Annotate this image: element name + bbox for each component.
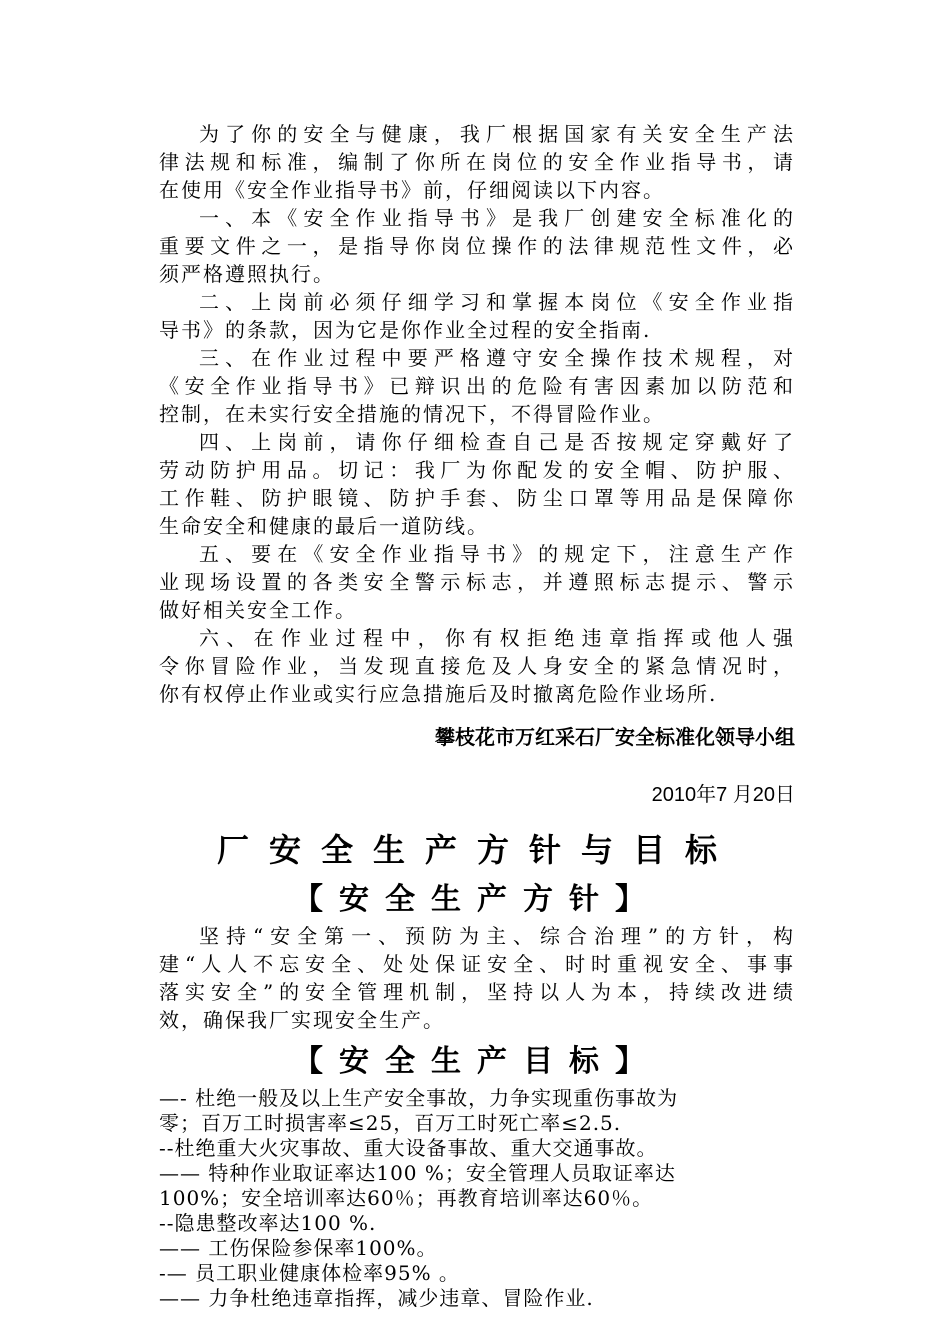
safety-notice	[159, 120, 795, 708]
goals-list	[159, 1086, 795, 1311]
text-line: 你有权停止作业或实行应急措施后及时撤离危险作业场所.	[159, 682, 718, 706]
text-line: 在使用《安全作业指导书》前，仔细阅读以下内容。	[159, 178, 665, 202]
policy-heading: 【安全生产方针】	[293, 882, 661, 917]
goal-line: 100%；安全培训率达60％；再教育培训率达60％。	[159, 1186, 654, 1210]
text-line: 工作鞋、防护眼镜、防护手套、防尘口罩等用品是保障你	[159, 486, 795, 510]
date: 2010年7 月20日	[651, 784, 795, 806]
text-line: 五、要在《安全作业指导书》的规定下，注意生产作	[199, 542, 795, 566]
text-line: 导书》的条款，因为它是你作业全过程的安全指南.	[159, 318, 652, 342]
page-title: 厂安全生产方针与目标	[216, 831, 737, 869]
goal-line: —— 特种作业取证率达100 %；安全管理人员取证率达	[159, 1161, 676, 1185]
goal-line: --杜绝重大火灾事故、重大设备事故、重大交通事故。	[159, 1136, 658, 1160]
notice-paragraph	[159, 540, 795, 624]
text-line: 六、在作业过程中，你有权拒绝违章指挥或他人强	[199, 626, 795, 650]
text-line: 一、本《安全作业指导书》是我厂创建安全标准化的	[199, 206, 795, 230]
notice-paragraph	[159, 204, 795, 288]
text-line: 为了你的安全与健康，我厂根据国家有关安全生产法	[199, 122, 795, 146]
signature: 攀枝花市万红采石厂安全标准化领导小组	[435, 725, 795, 749]
text-line: 四、上岗前，请你仔细检查自己是否按规定穿戴好了	[199, 430, 795, 454]
policy-text	[159, 922, 795, 1034]
text-line: 劳动防护用品。切记：我厂为你配发的安全帽、防护服、	[159, 458, 795, 482]
text-line: 《安全作业指导书》已辩识出的危险有害因素加以防范和	[159, 374, 795, 398]
text-line: 控制，在未实行安全措施的情况下，不得冒险作业。	[159, 402, 665, 426]
notice-paragraph	[159, 428, 795, 540]
text-line: 业现场设置的各类安全警示标志，并遵照标志提示、警示	[159, 570, 795, 594]
notice-paragraph	[159, 344, 795, 428]
text-line: 落实安全”的安全管理机制，坚持以人为本，持续改进绩	[159, 980, 795, 1004]
text-line: 三、在作业过程中要严格遵守安全操作技术规程，对	[199, 346, 795, 370]
goal-line: --隐患整改率达100 %.	[159, 1211, 377, 1235]
text-line: 二、上岗前必须仔细学习和掌握本岗位《安全作业指	[199, 290, 795, 314]
goal-line: 零；百万工时损害率≤25，百万工时死亡率≤2.5.	[159, 1111, 622, 1135]
goals-heading: 【安全生产目标】	[293, 1044, 661, 1079]
goal-line: —- 杜绝一般及以上生产安全事故，力争实现重伤事故为	[159, 1086, 679, 1110]
notice-paragraph	[159, 288, 795, 344]
document-page	[159, 120, 795, 1311]
notice-paragraph	[159, 624, 795, 708]
goal-line: —— 力争杜绝违章指挥，减少违章、冒险作业.	[159, 1286, 594, 1310]
text-line: 坚持“安全第一、预防为主、综合治理”的方针，构	[199, 924, 795, 948]
text-line: 重要文件之一，是指导你岗位操作的法律规范性文件，必	[159, 234, 795, 258]
text-line: 律法规和标准，编制了你所在岗位的安全作业指导书，请	[159, 150, 795, 174]
text-line: 须严格遵照执行。	[159, 262, 335, 286]
text-line: 令你冒险作业，当发现直接危及人身安全的紧急情况时，	[159, 654, 795, 678]
goal-line: —— 工伤保险参保率100%。	[159, 1236, 438, 1260]
text-line: 做好相关安全工作。	[159, 598, 357, 622]
notice-paragraph	[159, 120, 795, 204]
text-line: 建“人人不忘安全、处处保证安全、时时重视安全、事事	[159, 952, 795, 976]
text-line: 效，确保我厂实现安全生产。	[159, 1008, 445, 1032]
text-line: 生命安全和健康的最后一道防线。	[159, 514, 489, 538]
goal-line: -— 员工职业健康体检率95% 。	[159, 1261, 460, 1285]
